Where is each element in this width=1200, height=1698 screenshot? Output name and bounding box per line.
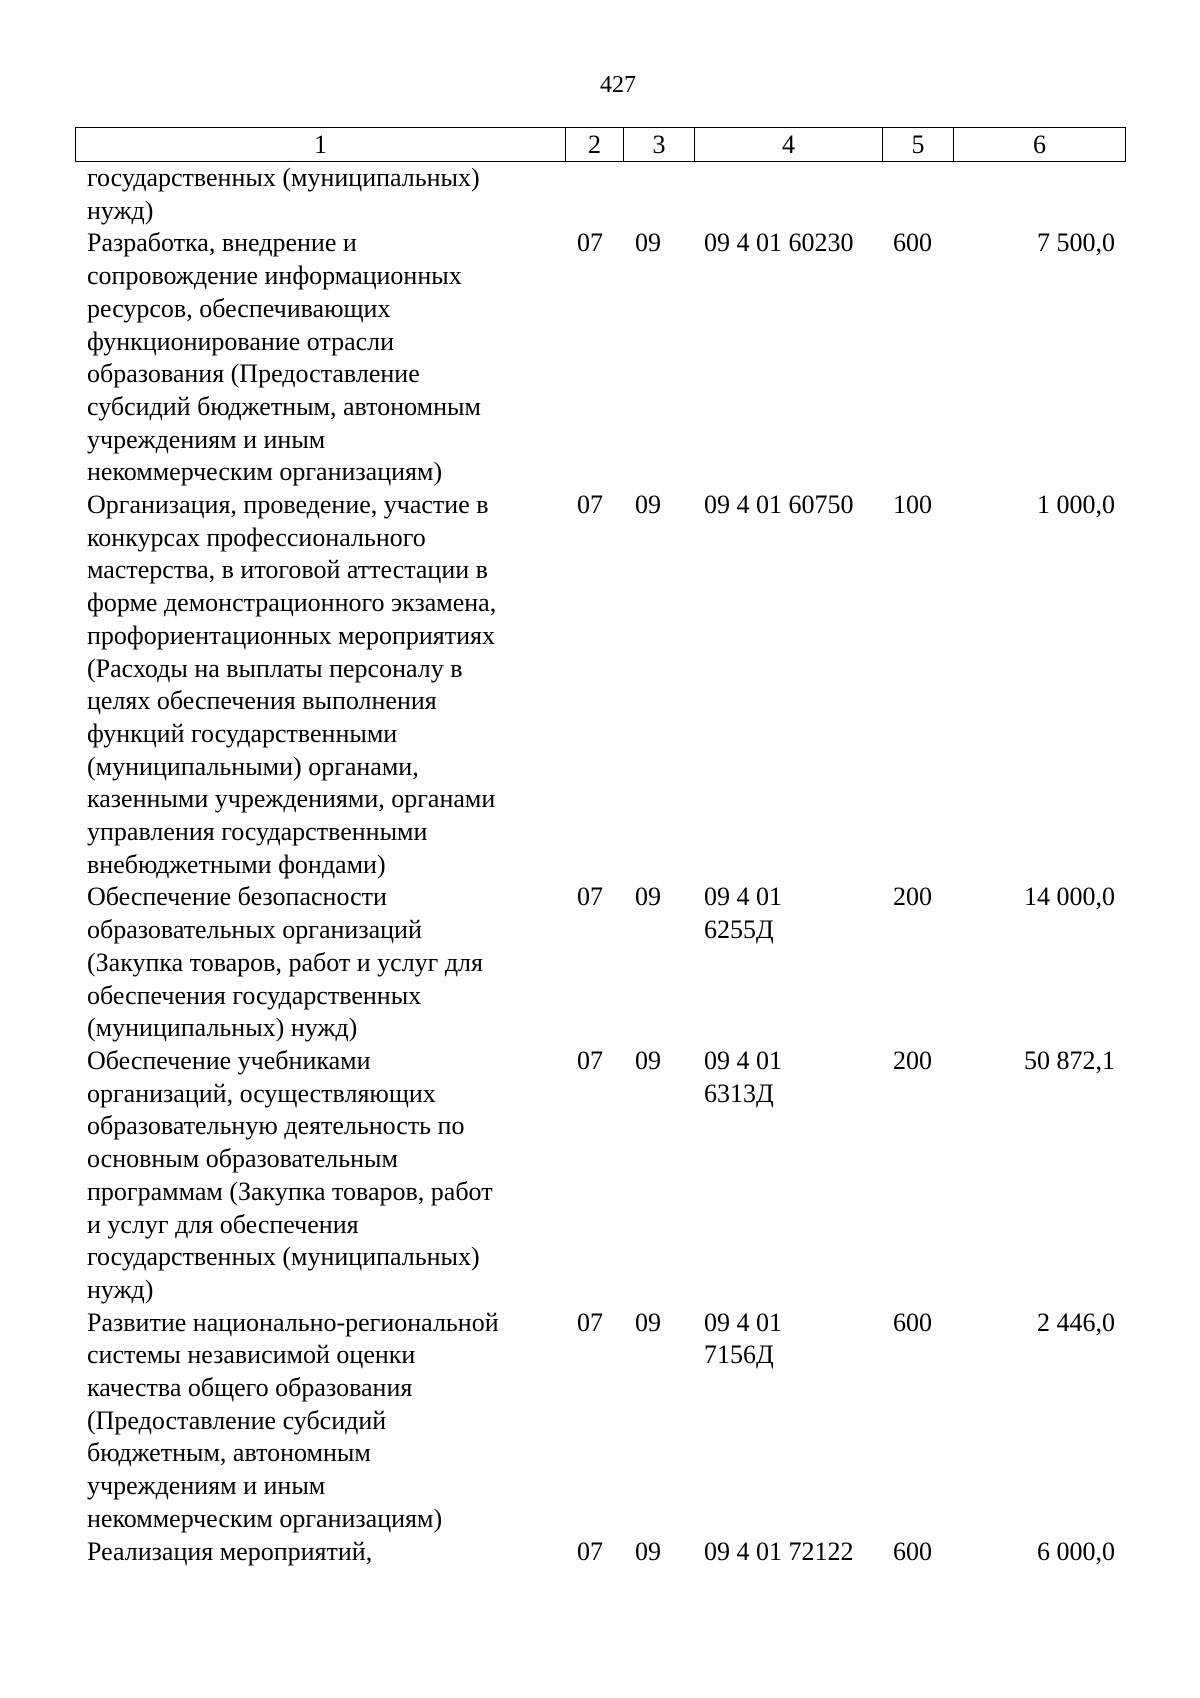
row-description-line: (муниципальных) нужд) bbox=[87, 1013, 358, 1043]
row-description bbox=[75, 1307, 565, 1536]
row-description-line: функционирование отрасли bbox=[87, 326, 395, 356]
row-amount-line: 7 500,0 bbox=[1037, 228, 1115, 258]
row-amount bbox=[953, 881, 1125, 1045]
row-description-line: нужд) bbox=[87, 1274, 154, 1304]
row-target-article-code-line: 7156Д bbox=[704, 1340, 774, 1370]
row-section-code bbox=[565, 162, 623, 227]
row-subsection-code-line: 09 bbox=[635, 882, 661, 912]
row-amount bbox=[953, 489, 1125, 881]
table-row bbox=[75, 1307, 1125, 1536]
row-description-line: управления государственными bbox=[87, 817, 428, 847]
row-subsection-code-line: 09 bbox=[635, 228, 661, 258]
row-description-line: образовательную деятельность по bbox=[87, 1111, 465, 1141]
row-expense-type-code bbox=[882, 1307, 953, 1536]
row-description-line: Развитие национально-региональной bbox=[87, 1307, 499, 1337]
row-subsection-code-line: 09 bbox=[635, 1536, 661, 1566]
row-description-line: образовательных организаций bbox=[87, 915, 422, 945]
column-header-4: 4 bbox=[695, 128, 883, 162]
row-description-line: субсидий бюджетным, автономным bbox=[87, 391, 481, 421]
row-description bbox=[75, 489, 565, 881]
row-description-line: (муниципальными) органами, bbox=[87, 751, 419, 781]
row-description-line: учреждениям и иным bbox=[87, 424, 326, 454]
budget-table-body bbox=[75, 162, 1125, 1568]
row-amount-line: 50 872,1 bbox=[1024, 1045, 1115, 1075]
table-row bbox=[75, 227, 1125, 489]
row-description-line: некоммерческим организациям) bbox=[87, 457, 443, 487]
row-description-line: качества общего образования bbox=[87, 1373, 413, 1403]
table-row bbox=[75, 881, 1125, 1045]
row-amount bbox=[953, 1536, 1125, 1569]
row-section-code bbox=[565, 227, 623, 489]
row-description bbox=[75, 1045, 565, 1307]
row-amount bbox=[953, 1307, 1125, 1536]
row-section-code bbox=[565, 1045, 623, 1307]
row-description-line: Обеспечение безопасности bbox=[87, 882, 387, 912]
row-description-line: и услуг для обеспечения bbox=[87, 1209, 359, 1239]
row-description-line: обеспечения государственных bbox=[87, 980, 422, 1010]
row-section-code bbox=[565, 1307, 623, 1536]
row-section-code-line: 07 bbox=[577, 490, 603, 520]
row-description-line: организаций, осуществляющих bbox=[87, 1078, 436, 1108]
row-amount bbox=[953, 1045, 1125, 1307]
column-header-1: 1 bbox=[76, 128, 566, 162]
row-subsection-code bbox=[623, 1045, 694, 1307]
column-header-3: 3 bbox=[624, 128, 695, 162]
row-description-line: (Предоставление субсидий bbox=[87, 1405, 387, 1435]
row-section-code bbox=[565, 489, 623, 881]
row-description-line: мастерства, в итоговой аттестации в bbox=[87, 555, 488, 585]
row-description-line: форме демонстрационного экзамена, bbox=[87, 588, 497, 618]
column-header-table bbox=[75, 127, 1126, 162]
row-description-line: программам (Закупка товаров, работ bbox=[87, 1176, 493, 1206]
row-subsection-code bbox=[623, 881, 694, 1045]
row-subsection-code-line: 09 bbox=[635, 1307, 661, 1337]
row-target-article-code-line: 09 4 01 60230 bbox=[704, 228, 854, 258]
row-description-line: Разработка, внедрение и bbox=[87, 228, 357, 258]
row-amount-line: 6 000,0 bbox=[1037, 1536, 1115, 1566]
row-target-article-code-line: 09 4 01 60750 bbox=[704, 490, 854, 520]
row-description-line: некоммерческим организациям) bbox=[87, 1503, 443, 1533]
row-description-line: бюджетным, автономным bbox=[87, 1438, 371, 1468]
row-target-article-code-line: 09 4 01 bbox=[704, 1045, 782, 1075]
row-description-line: основным образовательным bbox=[87, 1144, 398, 1174]
row-subsection-code bbox=[623, 162, 694, 227]
row-target-article-code-line: 6255Д bbox=[704, 915, 774, 945]
table-row bbox=[75, 1536, 1125, 1569]
row-target-article-code bbox=[694, 881, 882, 1045]
row-expense-type-code-line: 200 bbox=[893, 882, 932, 912]
row-amount bbox=[953, 162, 1125, 227]
row-target-article-code bbox=[694, 1536, 882, 1569]
row-description-line: государственных (муниципальных) bbox=[87, 163, 480, 192]
column-header-2: 2 bbox=[566, 128, 624, 162]
row-description-line: целях обеспечения выполнения bbox=[87, 686, 437, 716]
row-description-line: казенными учреждениями, органами bbox=[87, 784, 496, 814]
row-target-article-code-line: 09 4 01 bbox=[704, 882, 782, 912]
row-description bbox=[75, 1536, 565, 1569]
row-amount-line: 14 000,0 bbox=[1024, 882, 1115, 912]
row-section-code-line: 07 bbox=[577, 1307, 603, 1337]
row-description-line: нужд) bbox=[87, 195, 154, 225]
row-section-code-line: 07 bbox=[577, 1045, 603, 1075]
row-expense-type-code bbox=[882, 227, 953, 489]
row-expense-type-code bbox=[882, 881, 953, 1045]
row-target-article-code bbox=[694, 162, 882, 227]
row-target-article-code-line: 09 4 01 bbox=[704, 1307, 782, 1337]
table-row bbox=[75, 489, 1125, 881]
row-target-article-code bbox=[694, 1307, 882, 1536]
row-description-line: Обеспечение учебниками bbox=[87, 1045, 371, 1075]
row-subsection-code bbox=[623, 489, 694, 881]
row-description-line: Организация, проведение, участие в bbox=[87, 490, 489, 520]
row-description-line: образования (Предоставление bbox=[87, 359, 420, 389]
row-section-code-line: 07 bbox=[577, 1536, 603, 1566]
row-description-line: государственных (муниципальных) bbox=[87, 1242, 480, 1272]
row-description-line: сопровождение информационных bbox=[87, 261, 462, 291]
row-description bbox=[75, 162, 565, 227]
row-expense-type-code-line: 600 bbox=[893, 228, 932, 258]
row-section-code bbox=[565, 881, 623, 1045]
row-expense-type-code bbox=[882, 162, 953, 227]
column-header-6: 6 bbox=[954, 128, 1126, 162]
row-description-line: системы независимой оценки bbox=[87, 1340, 416, 1370]
column-header-5: 5 bbox=[883, 128, 954, 162]
table-row bbox=[75, 1045, 1125, 1307]
row-expense-type-code-line: 600 bbox=[893, 1307, 932, 1337]
row-description bbox=[75, 881, 565, 1045]
row-subsection-code bbox=[623, 1307, 694, 1536]
row-description-line: внебюджетными фондами) bbox=[87, 849, 386, 879]
table-row bbox=[75, 162, 1125, 227]
row-description-line: (Расходы на выплаты персоналу в bbox=[87, 653, 463, 683]
row-description-line: конкурсах профессионального bbox=[87, 522, 426, 552]
row-amount-line: 2 446,0 bbox=[1037, 1307, 1115, 1337]
row-target-article-code bbox=[694, 489, 882, 881]
row-expense-type-code bbox=[882, 489, 953, 881]
row-expense-type-code-line: 100 bbox=[893, 490, 932, 520]
row-subsection-code-line: 09 bbox=[635, 490, 661, 520]
row-target-article-code bbox=[694, 227, 882, 489]
row-section-code-line: 07 bbox=[577, 882, 603, 912]
column-header-row bbox=[76, 128, 1126, 162]
row-section-code-line: 07 bbox=[577, 228, 603, 258]
row-description-line: ресурсов, обеспечивающих bbox=[87, 293, 391, 323]
row-description-line: профориентационных мероприятиях bbox=[87, 620, 495, 650]
row-expense-type-code-line: 600 bbox=[893, 1536, 932, 1566]
row-amount bbox=[953, 227, 1125, 489]
row-target-article-code-line: 09 4 01 72122 bbox=[704, 1536, 854, 1566]
row-description-line: учреждениям и иным bbox=[87, 1471, 326, 1501]
row-subsection-code-line: 09 bbox=[635, 1045, 661, 1075]
row-expense-type-code bbox=[882, 1045, 953, 1307]
page-number: 427 bbox=[600, 72, 636, 98]
row-subsection-code bbox=[623, 1536, 694, 1569]
row-description-line: функций государственными bbox=[87, 718, 398, 748]
row-amount-line: 1 000,0 bbox=[1037, 490, 1115, 520]
row-target-article-code bbox=[694, 1045, 882, 1307]
row-description-line: Реализация мероприятий, bbox=[87, 1536, 373, 1566]
row-description-line: (Закупка товаров, работ и услуг для bbox=[87, 947, 483, 977]
row-description bbox=[75, 227, 565, 489]
row-section-code bbox=[565, 1536, 623, 1569]
row-expense-type-code-line: 200 bbox=[893, 1045, 932, 1075]
row-expense-type-code bbox=[882, 1536, 953, 1569]
row-target-article-code-line: 6313Д bbox=[704, 1078, 774, 1108]
row-subsection-code bbox=[623, 227, 694, 489]
